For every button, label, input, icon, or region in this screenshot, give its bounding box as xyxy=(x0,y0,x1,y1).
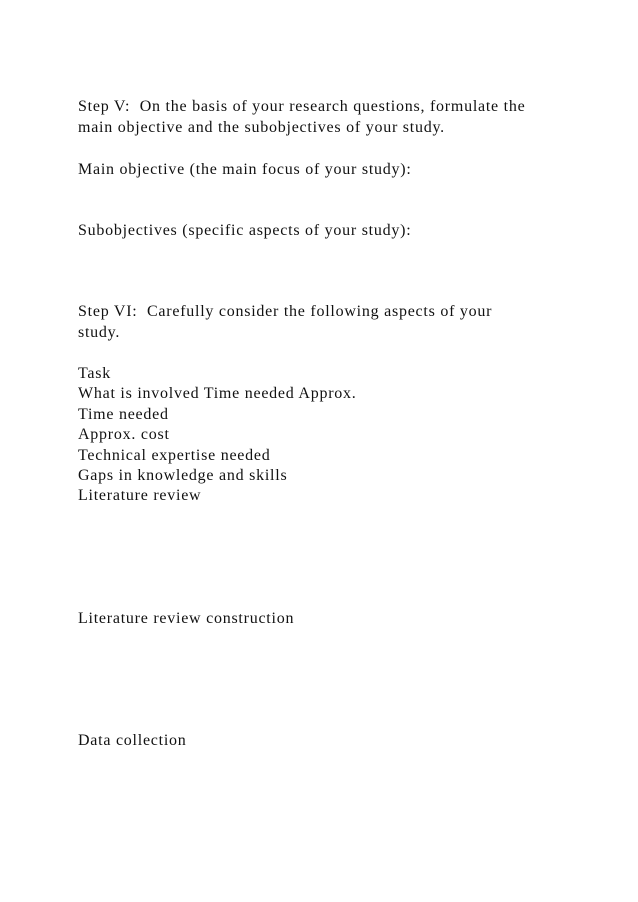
task-literature-review: Literature review xyxy=(78,487,202,504)
step6-instruction-line1: Step VI: Carefully consider the following aspects of your xyxy=(78,303,493,320)
table-header-approx-cost: Approx. cost xyxy=(78,426,170,443)
step5-instruction-line1: Step V: On the basis of your research questions, formulate the xyxy=(78,98,526,115)
step6-instruction-line2: study. xyxy=(78,324,121,341)
table-header-gaps: Gaps in knowledge and skills xyxy=(78,467,288,484)
task-data-collection: Data collection xyxy=(78,732,187,749)
task-literature-review-construction: Literature review construction xyxy=(78,610,295,627)
table-header-technical-expertise: Technical expertise needed xyxy=(78,447,271,464)
step5-instruction-line2: main objective and the subobjectives of your study. xyxy=(78,119,445,136)
table-header-what-involved: What is involved Time needed Approx. xyxy=(78,385,357,402)
main-objective-label: Main objective (the main focus of your study): xyxy=(78,161,412,178)
subobjectives-label: Subobjectives (specific aspects of your study): xyxy=(78,222,412,239)
table-header-task: Task xyxy=(78,365,111,382)
table-header-time-needed: Time needed xyxy=(78,406,169,423)
